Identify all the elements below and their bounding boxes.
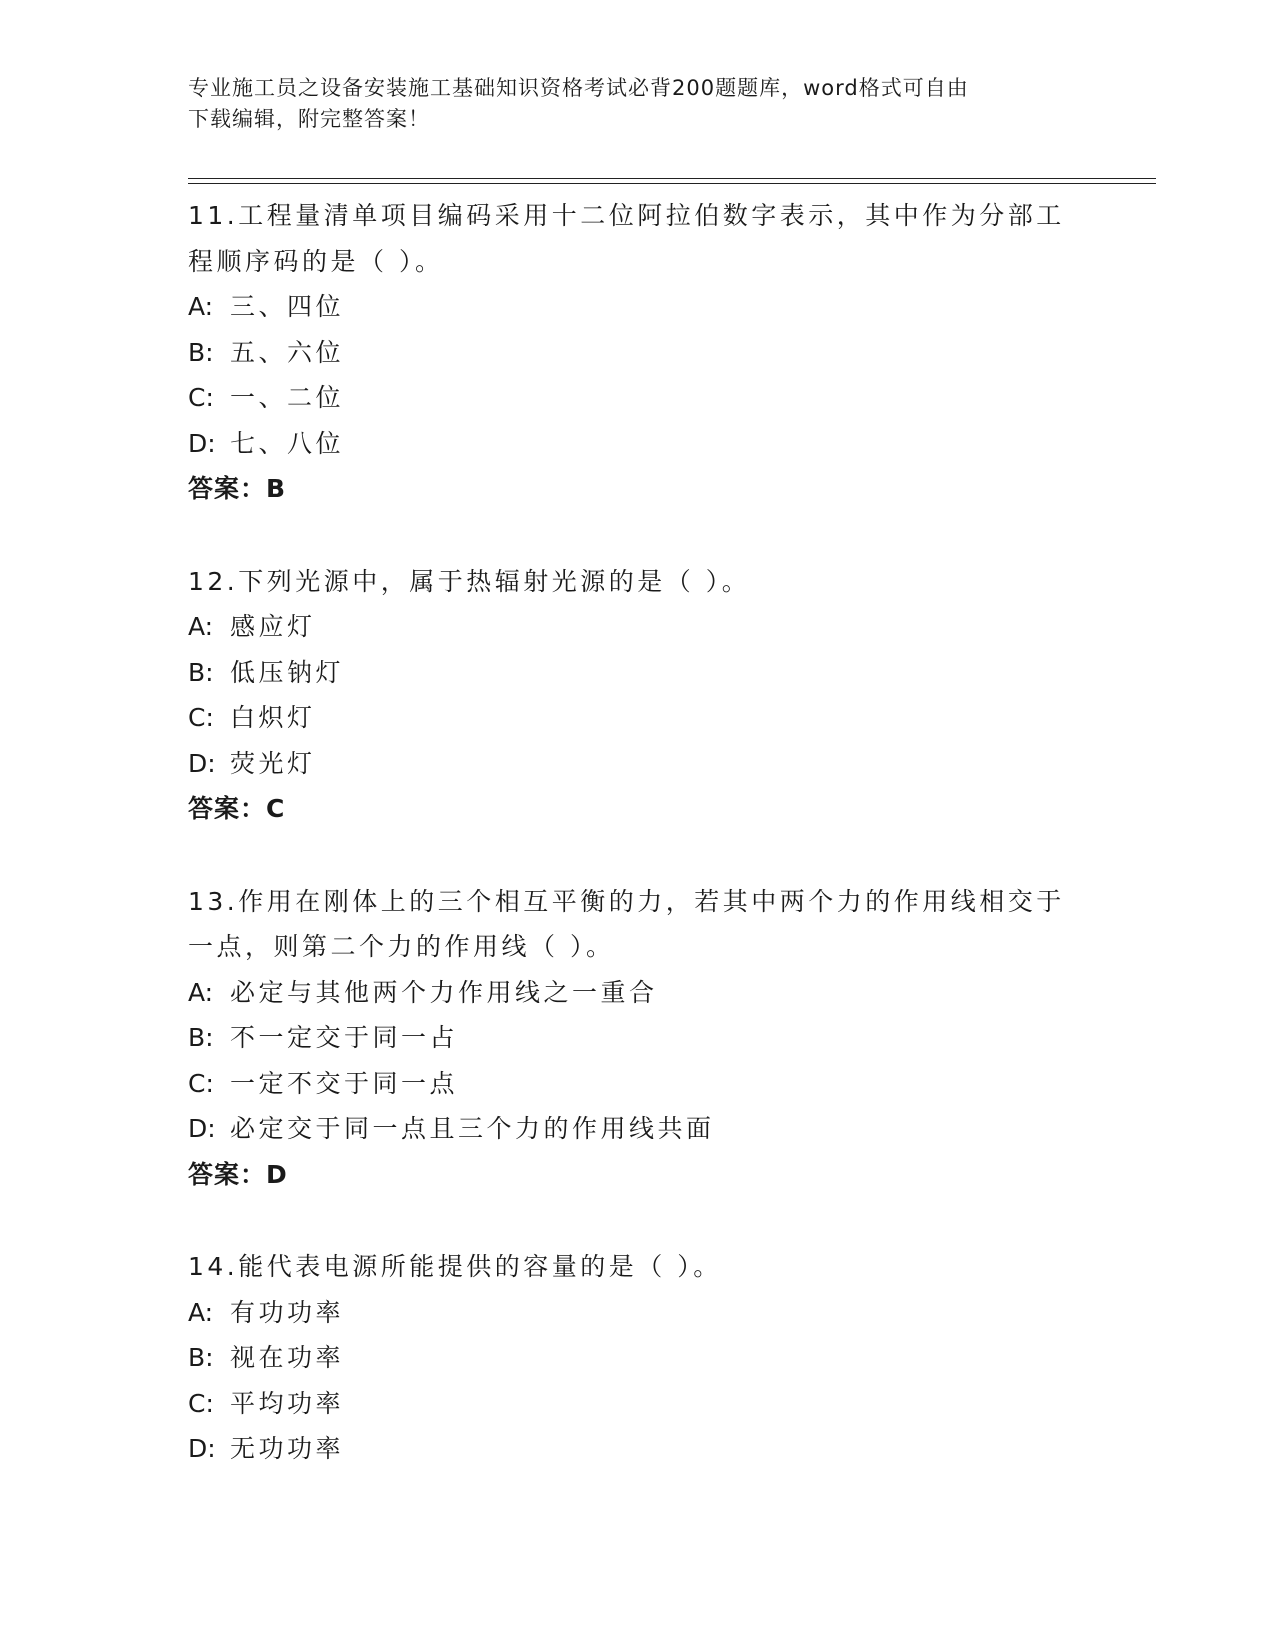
question-list	[188, 193, 1088, 1519]
option-letter: D:	[188, 1114, 216, 1143]
option-letter: A:	[188, 612, 214, 641]
option-b	[188, 650, 1088, 696]
option-c	[188, 695, 1088, 741]
option-letter: B:	[188, 657, 214, 687]
option-text: 一定不交于同一点	[230, 1068, 459, 1098]
header-divider-bottom	[188, 183, 1156, 184]
answer-text: 答案：B	[188, 474, 287, 503]
option-letter: A:	[188, 977, 214, 1007]
option-b	[188, 1335, 1088, 1381]
option-text: 视在功率	[230, 1343, 345, 1372]
option-a	[188, 1290, 1088, 1336]
document-header	[188, 73, 1088, 135]
option-d	[188, 421, 1088, 467]
option-text: 荧光灯	[230, 748, 316, 778]
option-text: 无功功率	[230, 1434, 345, 1463]
answer-text: 答案：C	[188, 794, 286, 823]
header-divider-top	[188, 178, 1156, 179]
option-letter: B:	[188, 337, 214, 367]
option-d	[188, 1106, 1088, 1152]
option-letter: C:	[188, 1388, 214, 1418]
question-stem-continued: 程顺序码的是（ ）。	[188, 246, 444, 276]
option-letter: A:	[188, 292, 214, 321]
option-letter: D:	[188, 748, 216, 778]
option-text: 三、四位	[230, 292, 345, 321]
option-text: 必定与其他两个力作用线之一重合	[230, 977, 658, 1007]
option-letter: C:	[188, 703, 214, 732]
question-stem: 11.工程量清单项目编码采用十二位阿拉伯数字表示，其中作为分部工	[188, 201, 1065, 230]
option-letter: D:	[188, 428, 216, 458]
option-letter: B:	[188, 1023, 214, 1052]
option-text: 七、八位	[230, 428, 345, 458]
option-d	[188, 1426, 1088, 1472]
question-12	[188, 559, 1088, 832]
header-line-2: 下载编辑，附完整答案！	[188, 107, 430, 131]
option-c	[188, 1381, 1088, 1427]
question-13	[188, 879, 1088, 1198]
question-11	[188, 193, 1088, 512]
option-c	[188, 1061, 1088, 1107]
option-letter: D:	[188, 1434, 216, 1463]
option-b	[188, 1015, 1088, 1061]
question-stem-continued: 一点，则第二个力的作用线（ ）。	[188, 932, 615, 961]
option-text: 平均功率	[230, 1388, 345, 1418]
question-stem: 14.能代表电源所能提供的容量的是（ ）。	[188, 1252, 722, 1281]
header-line-1: 专业施工员之设备安装施工基础知识资格考试必背200题题库，word格式可自由	[188, 76, 969, 100]
option-a	[188, 970, 1088, 1016]
option-text: 低压钠灯	[230, 657, 345, 687]
option-text: 一、二位	[230, 383, 345, 412]
option-text: 不一定交于同一占	[230, 1023, 459, 1052]
option-text: 感应灯	[230, 612, 316, 641]
question-stem: 12.下列光源中，属于热辐射光源的是（ ）。	[188, 566, 751, 596]
option-a	[188, 604, 1088, 650]
option-text: 必定交于同一点且三个力的作用线共面	[230, 1114, 715, 1143]
option-letter: B:	[188, 1343, 214, 1372]
option-c	[188, 375, 1088, 421]
option-letter: C:	[188, 1068, 214, 1098]
question-14	[188, 1244, 1088, 1472]
option-text: 有功功率	[230, 1297, 345, 1327]
option-letter: C:	[188, 383, 214, 412]
option-text: 白炽灯	[230, 703, 316, 732]
question-stem: 13.作用在刚体上的三个相互平衡的力，若其中两个力的作用线相交于	[188, 886, 1065, 916]
option-letter: A:	[188, 1297, 214, 1327]
option-text: 五、六位	[230, 337, 345, 367]
option-a	[188, 284, 1088, 330]
answer-text: 答案：D	[188, 1159, 288, 1189]
option-d	[188, 741, 1088, 787]
option-b	[188, 330, 1088, 376]
